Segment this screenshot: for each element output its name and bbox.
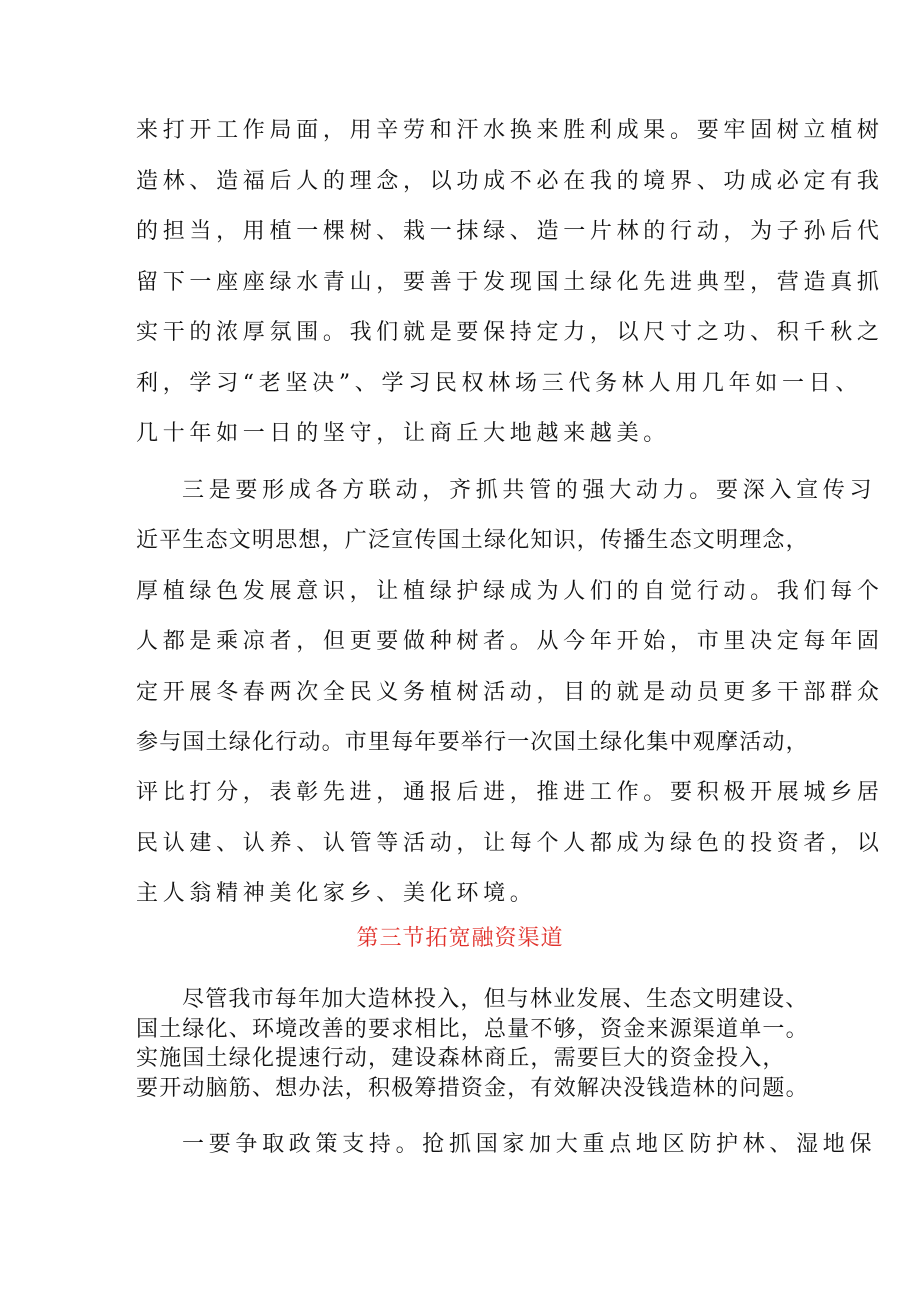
paragraph-line: 参与国土绿化行动。市里每年要举行一次国土绿化集中观摩活动， — [136, 730, 809, 755]
paragraph-line: 主人翁精神美化家乡、美化环境。 — [136, 881, 537, 906]
paragraph-line: 实施国土绿化提速行动，建设森林商丘，需要巨大的资金投入， — [136, 1046, 786, 1071]
paragraph-line: 利，学习“老坚决”、学习民权林场三代务林人用几年如一日、 — [136, 371, 863, 396]
paragraph-line: 人都是乘凉者，但更要做种树者。从今年开始，市里决定每年固 — [136, 629, 884, 654]
paragraph-line: 几十年如一日的坚守，让商丘大地越来越美。 — [136, 421, 671, 446]
paragraph-line: 尽管我市每年加大造林投入，但与林业发展、生态文明建设、 — [182, 987, 809, 1012]
paragraph-line: 的担当，用植一棵树、栽一抹绿、造一片林的行动，为子孙后代 — [136, 219, 884, 244]
section-heading: 第三节拓宽融资渠道 — [356, 926, 564, 951]
paragraph-line: 来打开工作局面，用辛劳和汗水换来胜利成果。要牢固树立植树 — [136, 118, 884, 143]
paragraph-line: 民认建、认养、认管等活动，让每个人都成为绿色的投资者，以 — [136, 831, 884, 856]
paragraph-line: 实干的浓厚氛围。我们就是要保持定力，以尺寸之功、积千秋之 — [136, 320, 884, 345]
paragraph-line: 国土绿化、环境改善的要求相比，总量不够，资金来源渠道单一。 — [136, 1017, 809, 1042]
paragraph-line: 造林、造福后人的理念，以功成不必在我的境界、功成必定有我 — [136, 169, 884, 194]
paragraph-line: 要开动脑筋、想办法，积极筹措资金，有效解决没钱造林的问题。 — [136, 1076, 809, 1101]
paragraph-line: 近平生态文明思想，广泛宣传国土绿化知识，传播生态文明理念， — [136, 528, 809, 553]
paragraph-line: 一要争取政策支持。抢抓国家加大重点地区防护林、湿地保 — [182, 1132, 877, 1157]
paragraph-line: 厚植绿色发展意识，让植绿护绿成为人们的自觉行动。我们每个 — [136, 579, 884, 604]
paragraph-line: 评比打分，表彰先进，通报后进，推进工作。要积极开展城乡居 — [136, 780, 884, 805]
paragraph-line: 三是要形成各方联动，齐抓共管的强大动力。要深入宣传习 — [182, 478, 877, 503]
paragraph-line: 定开展冬春两次全民义务植树活动，目的就是动员更多干部群众 — [136, 680, 884, 705]
paragraph-line: 留下一座座绿水青山，要善于发现国土绿化先进典型，营造真抓 — [136, 270, 884, 295]
